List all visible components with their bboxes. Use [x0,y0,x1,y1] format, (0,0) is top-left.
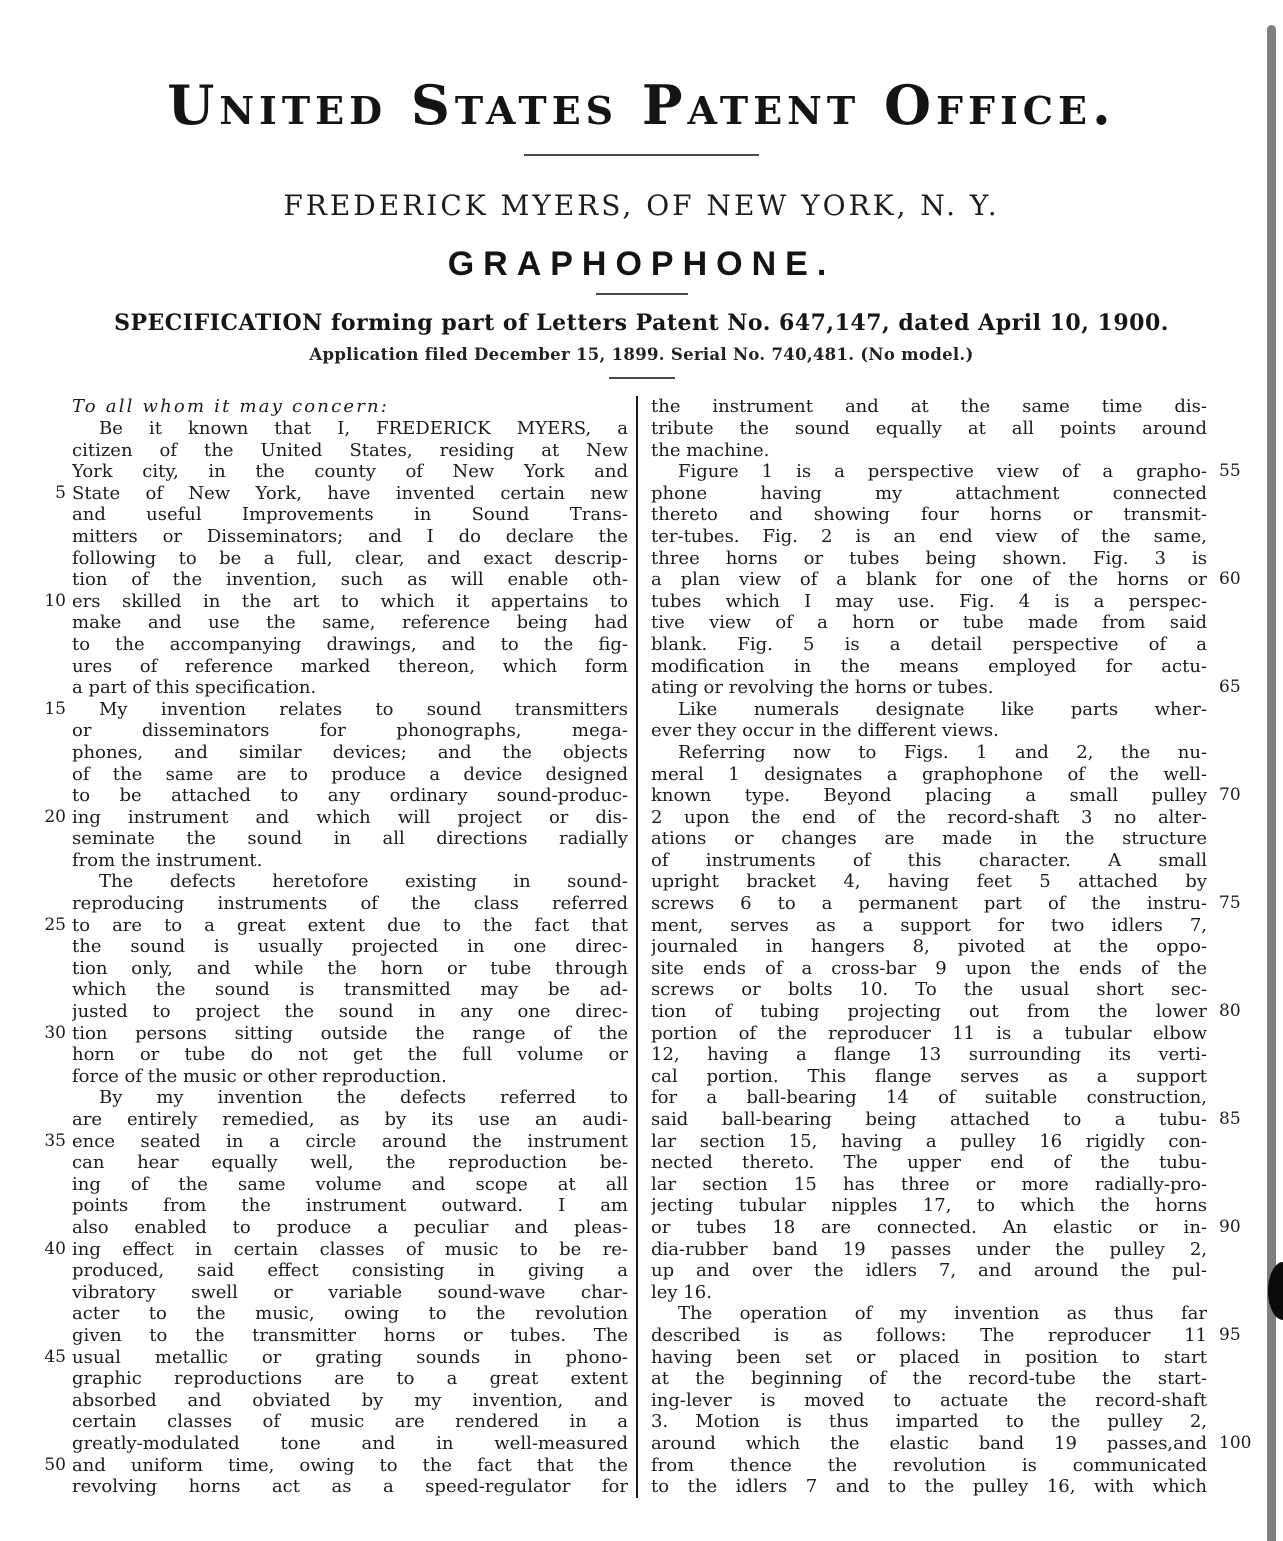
line-number [36,1001,66,1023]
line-number [36,720,66,742]
text-line: graphic reproductions are to a great extent [72,1368,628,1390]
line-number [1219,1239,1263,1261]
text-line: known type. Beyond placing a small pulley [651,785,1207,807]
text-line: a part of this specification. [72,677,317,699]
line-number: 40 [44,1238,66,1259]
line-number: 5 [55,482,66,503]
line-number [36,958,66,980]
line-number [36,1174,66,1196]
text-line: make and use the same, reference being had [72,612,628,634]
line-number [36,1411,66,1433]
text-line: revolving horns act as a speed-regulator for [72,1476,628,1498]
text-line: Figure 1 is a perspective view of a grapho- [678,461,1207,483]
title-divider [596,293,688,295]
line-number [1219,418,1263,440]
line-number: 45 [44,1346,66,1367]
text-line: site ends of a cross-bar 9 upon the ends of the [651,957,1207,979]
text-line: dia-rubber band 19 passes under the pulley 2, [651,1238,1207,1260]
line-number [36,828,66,850]
line-number [36,1282,66,1304]
text-line: ing instrument and which will project or dis- [72,806,628,828]
line-number [1219,1347,1263,1369]
line-number [36,1433,66,1455]
text-line: to be attached to any ordinary sound-produc- [72,785,628,807]
text-line: for a ball-bearing 14 of suitable construction, [651,1087,1207,1109]
line-number [1219,1174,1263,1196]
line-number [1219,1476,1263,1498]
line-number [1219,1390,1263,1412]
text-line: three horns or tubes being shown. Fig. 3 is [651,547,1207,569]
text-line: having been set or placed in position to start [651,1346,1207,1368]
line-number [36,1390,66,1412]
line-number [1219,591,1263,613]
text-line: ing-lever is moved to actuate the record-shaft [651,1389,1207,1411]
line-number: 55 [1219,461,1241,482]
line-numbers-left [36,396,66,1497]
invention-title: GRAPHOPHONE. [447,245,836,283]
line-number [36,1217,66,1239]
line-number [1219,1260,1263,1282]
text-line: 12, having a flange 13 surrounding its verti- [651,1044,1207,1066]
line-numbers-right [1207,396,1263,1497]
specification-line: SPECIFICATION forming part of Letters Patent No. 647,147, dated April 10, 1900. [114,310,1169,336]
text-line: Like numerals designate like parts wher- [678,698,1207,720]
text-line: upright bracket 4, having feet 5 attached by [651,871,1207,893]
line-number [1219,1195,1263,1217]
document-body [36,396,1283,1497]
text-line: ations or changes are made in the structure [651,828,1207,850]
line-number [36,871,66,893]
line-number [36,979,66,1001]
line-number: 10 [44,590,66,611]
text-line: greatly-modulated tone and in well-measured [72,1432,628,1454]
text-line: up and over the idlers 7, and around the pul- [651,1260,1207,1282]
line-number [36,1195,66,1217]
line-number [1219,720,1263,742]
text-line: seminate the sound in all directions radially [72,828,628,850]
line-number: 100 [1219,1432,1252,1453]
text-line: tribute the sound equally at all points around [651,418,1207,439]
text-line: of instruments of this character. A small [651,849,1207,871]
text-line: ures of reference marked thereon, which form [72,655,628,677]
text-line: blank. Fig. 5 is a detail perspective of a [651,633,1207,655]
line-number [36,850,66,872]
text-line: which the sound is transmitted may be ad- [72,979,628,1001]
text-line: also enabled to produce a peculiar and pleas- [72,1216,628,1238]
text-line: described is as follows: The reproducer 11 [651,1324,1207,1346]
text-column-left [66,396,628,1497]
line-number [1219,483,1263,505]
specification-divider [609,377,675,379]
line-number: 20 [44,806,66,827]
line-number: 35 [44,1130,66,1151]
text-line: jecting tubular nipples 17, to which the horns [651,1195,1207,1217]
line-number [1219,526,1263,548]
line-number [1219,1131,1263,1153]
text-line: The operation of my invention as thus far [678,1303,1207,1325]
text-line: or disseminators for phonographs, mega- [72,720,628,742]
text-line: York city, in the county of New York and [72,461,628,483]
text-line: thereto and showing four horns or transmit- [651,504,1207,526]
text-line: tion only, and while the horn or tube through [72,957,628,979]
line-number [36,396,66,418]
line-number [1219,548,1263,570]
line-number [36,612,66,634]
text-line: justed to project the sound in any one direc- [72,1001,628,1023]
line-number [36,1152,66,1174]
line-number: 60 [1219,569,1241,590]
text-line: horn or tube do not get the full volume or [72,1044,628,1066]
text-line: force of the music or other reproduction. [72,1065,447,1087]
text-line: screws 6 to a permanent part of the instru- [651,893,1207,915]
line-number: 15 [44,698,66,719]
text-line: ever they occur in the different views. [651,720,999,742]
line-number [1219,656,1263,678]
line-number [36,418,66,440]
line-number [1219,958,1263,980]
text-line: ley 16. [651,1281,712,1303]
text-line: State of New York, have invented certain new [72,482,628,504]
text-line: nected thereto. The upper end of the tubu- [651,1152,1207,1174]
text-line: absorbed and obviated by my invention, and [72,1389,628,1411]
line-number [1219,915,1263,937]
text-line: ating or revolving the horns or tubes. [651,677,994,699]
line-number [36,893,66,915]
text-line: The defects heretofore existing in sound- [99,871,628,893]
text-line: To all whom it may concern: [72,396,390,418]
line-number [36,569,66,591]
text-line: can hear equally well, the reproduction be- [72,1152,628,1174]
text-line: following to be a full, clear, and exact descrip- [72,547,628,569]
line-number [36,1260,66,1282]
text-line: ing effect in certain classes of music to be re- [72,1238,628,1260]
text-line: or tubes 18 are connected. An elastic or in- [651,1216,1207,1238]
line-number: 70 [1219,785,1241,806]
line-number [1219,504,1263,526]
line-number [1219,979,1263,1001]
text-line: reproducing instruments of the class referred [72,893,628,915]
text-line: tubes which I may use. Fig. 4 is a perspec- [651,590,1207,612]
text-line: usual metallic or grating sounds in phono- [72,1346,628,1368]
line-number [1219,807,1263,829]
text-line: said ball-bearing being attached to a tubu- [651,1109,1207,1130]
line-number [36,764,66,786]
text-line: a plan view of a blank for one of the horns or [651,569,1207,591]
line-number [36,785,66,807]
line-number [36,656,66,678]
line-number [1219,828,1263,850]
line-number [36,1303,66,1325]
text-line: screws or bolts 10. To the usual short sec- [651,979,1207,1001]
line-number [1219,1087,1263,1109]
line-number [36,1066,66,1088]
line-number: 25 [44,914,66,935]
text-line: tion persons sitting outside the range of the [72,1022,628,1044]
text-line: journaled in hangers 8, pivoted at the oppo- [651,936,1207,958]
line-number [36,1109,66,1131]
line-number [1219,1282,1263,1304]
line-number [1219,871,1263,893]
line-number: 80 [1219,1001,1241,1022]
text-line: the machine. [651,439,770,461]
line-number [36,936,66,958]
line-number [36,742,66,764]
line-number [36,634,66,656]
text-line: 2 upon the end of the record-shaft 3 no alter- [651,806,1207,828]
text-line: By my invention the defects referred to [99,1087,628,1109]
text-column-right [645,396,1207,1497]
line-number: 65 [1219,677,1241,698]
text-line: vibratory swell or variable sound-wave char- [72,1281,628,1303]
line-number [1219,440,1263,462]
line-number [1219,742,1263,764]
text-line: are entirely remedied, as by its use an audi- [72,1109,628,1130]
page-title: United States Patent Office. [167,73,1116,137]
application-line: Application filed December 15, 1899. Serial No. 740,481. (No model.) [309,345,974,365]
line-number: 30 [44,1022,66,1043]
text-line: ment, serves as a support for two idlers 7, [651,914,1207,936]
text-line: produced, said effect consisting in giving a [72,1260,628,1282]
line-number [1219,1066,1263,1088]
line-number [36,526,66,548]
text-line: certain classes of music are rendered in a [72,1411,628,1433]
column-divider [628,396,645,1497]
text-line: at the beginning of the record-tube the start- [651,1368,1207,1390]
line-number [1219,850,1263,872]
line-number [36,548,66,570]
line-number: 95 [1219,1324,1241,1345]
line-number [36,1087,66,1109]
text-line: ter-tubes. Fig. 2 is an end view of the same, [651,525,1207,547]
patent-header [0,0,1283,379]
text-line: given to the transmitter horns or tubes. The [72,1324,628,1346]
text-line: ing of the same volume and scope at all [72,1173,628,1195]
text-line: ers skilled in the art to which it appertains to [72,590,628,612]
text-line: around which the elastic band 19 passes,and [651,1432,1207,1454]
line-number: 50 [44,1454,66,1475]
text-line: from the instrument. [72,849,263,871]
line-number [1219,612,1263,634]
text-line: and uniform time, owing to the fact that the [72,1454,628,1476]
line-number: 90 [1219,1216,1241,1237]
line-number [36,1476,66,1498]
line-number [1219,1152,1263,1174]
text-line: 3. Motion is thus imparted to the pulley 2, [651,1411,1207,1433]
inventor-line: FREDERICK MYERS, OF NEW YORK, N. Y. [283,189,1000,222]
text-line: the instrument and at the same time dis- [651,396,1207,418]
line-number [1219,1411,1263,1433]
text-line: to are to a great extent due to the fact that [72,914,628,936]
text-line: to the idlers 7 and to the pulley 16, with which [651,1476,1207,1498]
line-number [36,461,66,483]
text-line: modification in the means employed for actu- [651,655,1207,677]
text-line: lar section 15, having a pulley 16 rigidly con- [651,1130,1207,1152]
line-number [36,440,66,462]
text-line: tive view of a horn or tube made from said [651,612,1207,634]
text-line: and useful Improvements in Sound Trans- [72,504,628,526]
line-number [1219,1303,1263,1325]
text-line: of the same are to produce a device designed [72,763,628,785]
line-number [36,504,66,526]
text-line: tion of tubing projecting out from the lower [651,1001,1207,1023]
text-line: citizen of the United States, residing at New [72,439,628,461]
line-number [36,1325,66,1347]
text-line: portion of the reproducer 11 is a tubular elbow [651,1022,1207,1044]
text-line: to the accompanying drawings, and to the fig- [72,633,628,655]
line-number [1219,396,1263,418]
line-number: 75 [1219,893,1241,914]
line-number [1219,699,1263,721]
text-line: phones, and similar devices; and the objects [72,741,628,763]
text-line: Be it known that I, FREDERICK MYERS, a [99,418,628,439]
line-number [1219,634,1263,656]
text-line: acter to the music, owing to the revolution [72,1303,628,1325]
line-number [1219,1455,1263,1477]
line-number [1219,1368,1263,1390]
line-number [1219,1044,1263,1066]
line-number [36,677,66,699]
line-number [1219,1023,1263,1045]
text-line: Referring now to Figs. 1 and 2, the nu- [678,741,1207,763]
text-line: the sound is usually projected in one direc- [72,936,628,958]
line-number [36,1368,66,1390]
text-line: points from the instrument outward. I am [72,1195,628,1217]
text-line: meral 1 designates a graphophone of the well- [651,763,1207,785]
text-line: from thence the revolution is communicated [651,1454,1207,1476]
text-line: cal portion. This flange serves as a support [651,1065,1207,1087]
text-line: ence seated in a circle around the instrument [72,1130,628,1152]
text-line: phone having my attachment connected [651,482,1207,504]
text-line: tion of the invention, such as will enable oth- [72,569,628,591]
line-number: 85 [1219,1109,1241,1129]
text-line: My invention relates to sound transmitters [99,698,628,720]
header-divider [524,154,759,156]
text-line: lar section 15 has three or more radially-pro- [651,1173,1207,1195]
line-number [36,1044,66,1066]
line-number [1219,764,1263,786]
line-number [1219,936,1263,958]
text-line: mitters or Disseminators; and I do declare the [72,525,628,547]
